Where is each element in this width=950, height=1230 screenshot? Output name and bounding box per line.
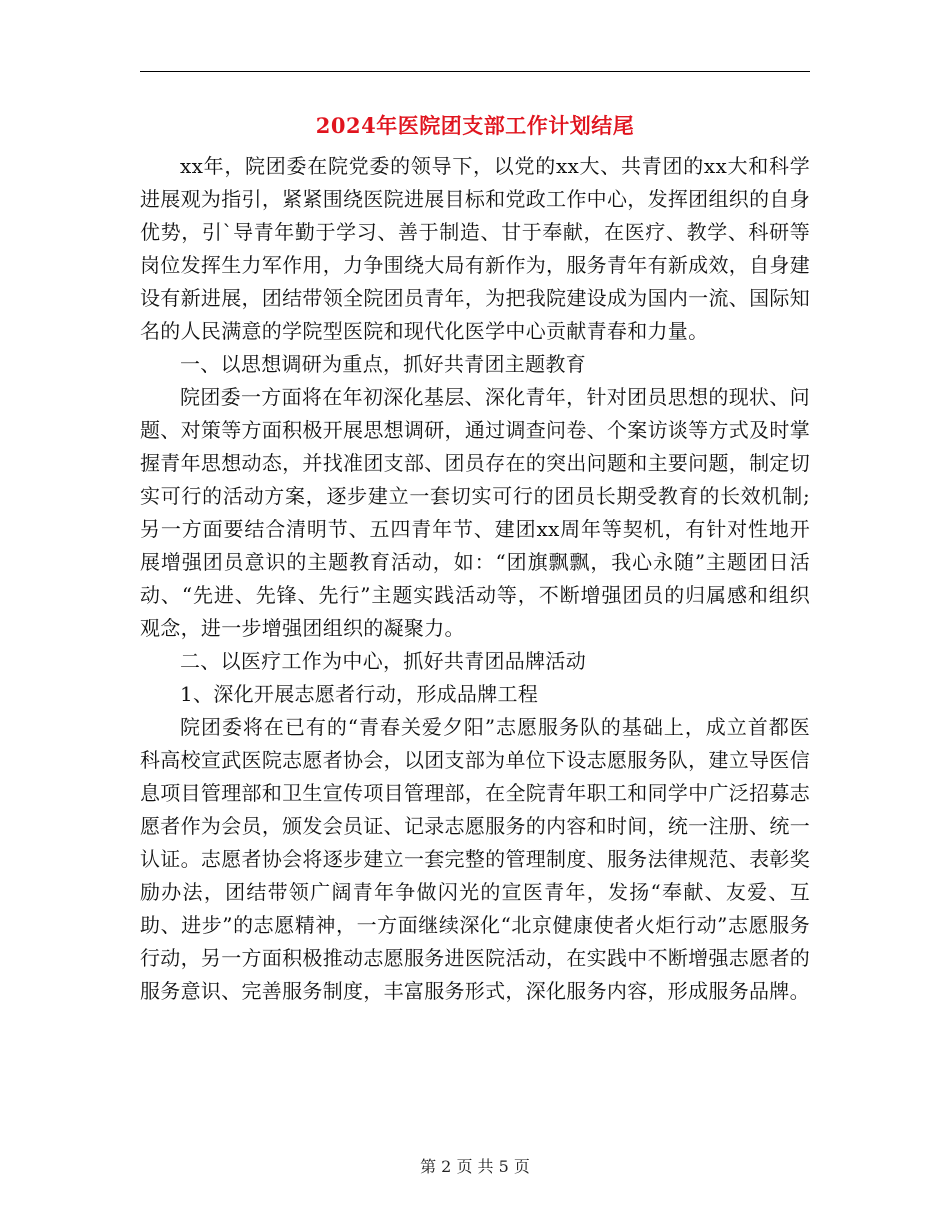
subsection-heading-1: 1、深化开展志愿者行动，形成品牌工程 bbox=[180, 682, 539, 706]
page-footer: 第 2 页 共 5 页 bbox=[420, 1157, 530, 1176]
paragraph-section-1: 院团委一方面将在年初深化基层、深化青年，针对团员思想的现状、问题、对策等方面积极开展思想调研，通过调查问卷、个案访谈等方式及时掌握青年思想动态，并找准团支部、团员存在的突出问题和主要问题，制定切实可行的活动方案，逐步建立一套切实可行的团员长期受教育的长效机制;另一方面要结合清明节、五四青年节、建团xx周年等契机，有针对性地开展增强团员意识的主题教育活动，如：“团旗飘飘，我心永随”主题团日活动、“先进、先锋、先行”主题实践活动等，不断增强团员的归属感和组织观念，进一步增强团组织的凝聚力。 bbox=[140, 385, 810, 640]
document-title: 2024年医院团支部工作计划结尾 bbox=[315, 113, 635, 138]
section-heading-2: 二、以医疗工作为中心，抓好共青团品牌活动 bbox=[180, 649, 586, 673]
paragraph-subsection-1: 院团委将在已有的“青春关爱夕阳”志愿服务队的基础上，成立首都医科高校宣武医院志愿者协会，以团支部为单位下设志愿服务队，建立导医信息项目管理部和卫生宣传项目管理部，在全院青年职工和同学中广泛招募志愿者作为会员，颁发会员证、记录志愿服务的内容和时间，统一注册、统一认证。志愿者协会将逐步建立一套完整的管理制度、服务法律规范、表彰奖励办法，团结带领广阔青年争做闪光的宣医青年，发扬“奉献、友爱、互助、进步”的志愿精神，一方面继续深化“北京健康使者火炬行动”志愿服务行动，另一方面积极推动志愿服务进医院活动，在实践中不断增强志愿者的服务意识、完善服务制度，丰富服务形式，深化服务内容，形成服务品牌。 bbox=[140, 715, 810, 1003]
header-rule bbox=[140, 71, 810, 72]
document-body bbox=[140, 150, 810, 1008]
paragraph-intro: xx年，院团委在院党委的领导下，以党的xx大、共青团的xx大和科学进展观为指引，紧紧围绕医院进展目标和党政工作中心，发挥团组织的自身优势，引`导青年勤于学习、善于制造、甘于奉献，在医疗、教学、科研等岗位发挥生力军作用，力争围绕大局有新作为，服务青年有新成效，自身建设有新进展，团结带领全院团员青年，为把我院建设成为国内一流、国际知名的人民满意的学院型医院和现代化医学中心贡献青春和力量。 bbox=[140, 154, 810, 343]
section-heading-1: 一、以思想调研为重点，抓好共青团主题教育 bbox=[180, 352, 586, 376]
